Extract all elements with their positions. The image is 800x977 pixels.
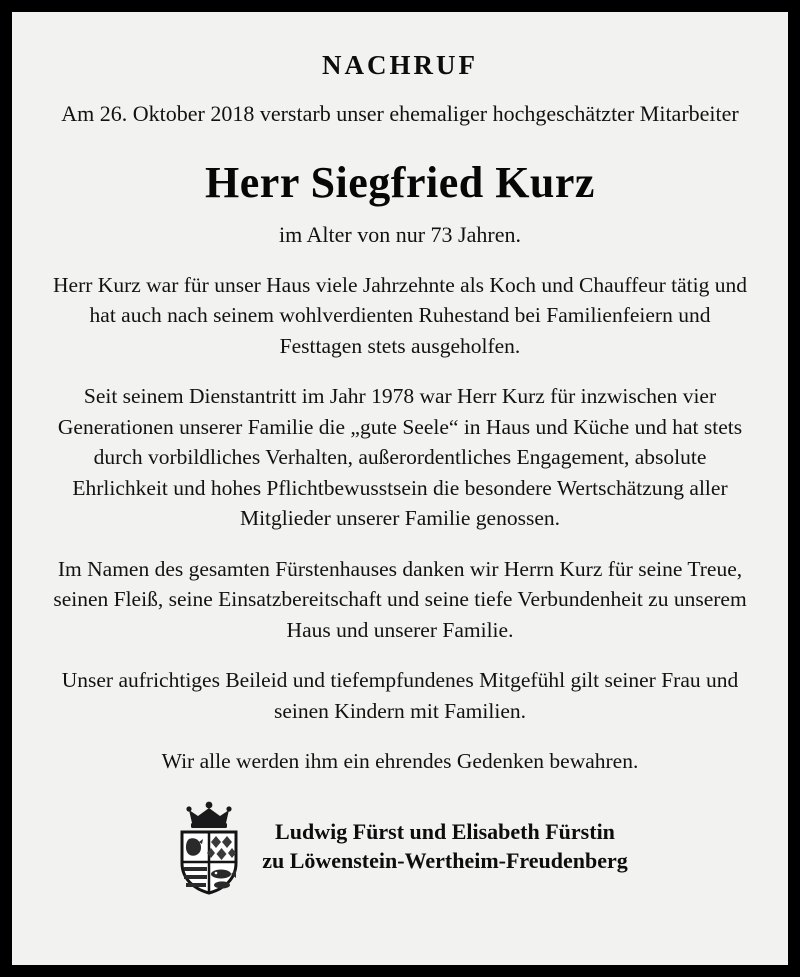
intro-text: Am 26. Oktober 2018 verstarb unser ehemaliger hochgeschätzter Mitarbeiter [61,101,739,126]
signatory-line-2: zu Löwenstein-Wertheim-Freudenberg [262,847,628,873]
obituary-paragraph: Herr Kurz war für unser Haus viele Jahrzehnte als Koch und Chauffeur tätig und hat auch nach seinem wohlverdienten Ruhestand bei Familienfeiern und Festtagen stets ausgeholfen. [53,272,747,358]
obituary-paragraph: Wir alle werden ihm ein ehrendes Gedenken bewahren. [161,749,639,774]
deceased-name: Herr Siegfried Kurz [205,157,595,207]
obituary-paragraph: Seit seinem Dienstantritt im Jahr 1978 war Herr Kurz für inzwischen vier Generationen unserer Familie die „gute Seele“ in Haus und Küche und hat stets durch vorbildliches Verhalten, außerordentliches Engagement, absolute Ehrlichkeit und hohes Pflichtbewusstsein die besondere Wertschätzung aller Mitglieder unserer Familie genossen. [57,384,743,531]
page-title: NACHRUF [322,50,478,80]
coat-of-arms-icon [172,799,246,895]
obituary-paragraph: Im Namen des gesamten Fürstenhauses danken wir Herrn Kurz für seine Treue, seinen Fleiß, seine Einsatzbereitschaft und seine tiefe Verbundenheit zu unserem Haus und unserer Familie. [53,556,747,642]
obituary-card [12,12,788,965]
obituary-paragraph: Unser aufrichtiges Beileid und tiefempfundenes Mitgefühl gilt seiner Frau und seinen Kindern mit Familien. [61,668,739,723]
signatory-line-1: Ludwig Fürst und Elisabeth Fürstin [275,819,615,845]
age-line: im Alter von nur 73 Jahren. [279,221,521,247]
signature-block [46,799,754,895]
signatory [262,818,628,875]
